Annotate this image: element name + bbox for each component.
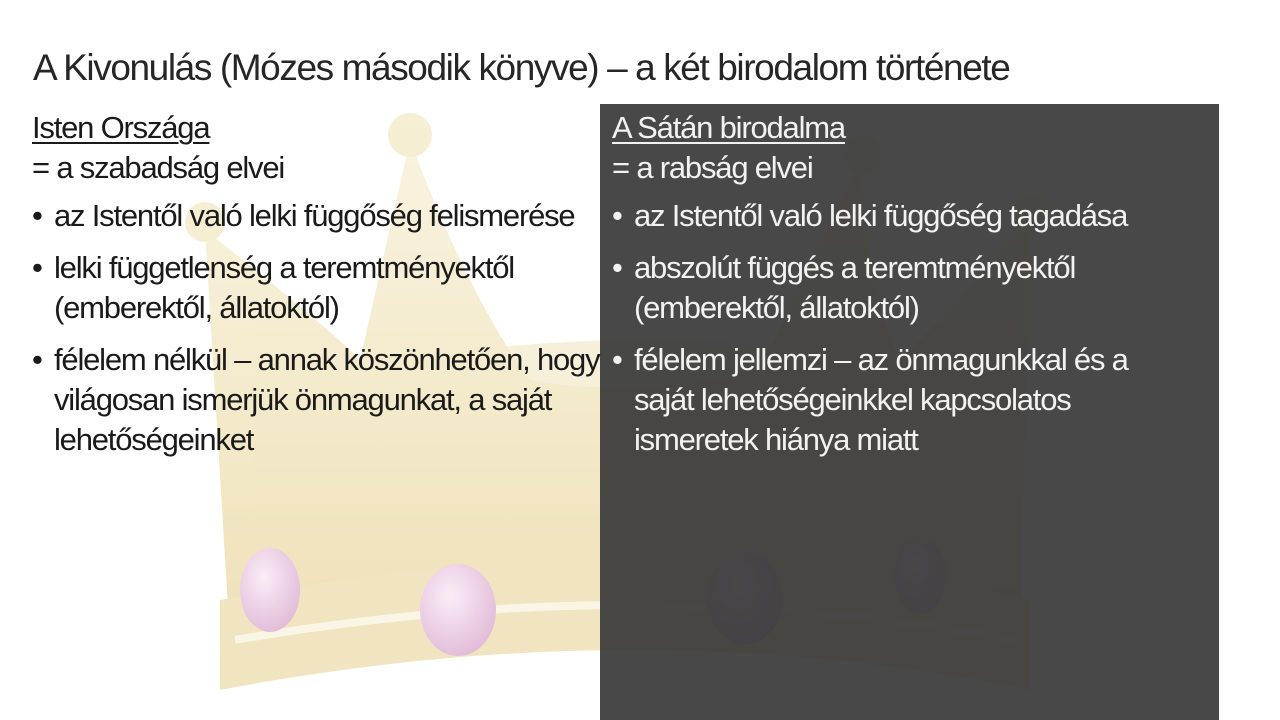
bullet-icon: • [612,198,622,233]
list-item [32,248,612,328]
right-heading: A Sátán birodalma [612,110,845,145]
list-item-text: félelem jellemzi – az önmagunkkal és a saját lehetőségeinkkel kapcsolatos ismeretek hiánya miatt [634,342,1128,457]
right-subtitle: = a rabság elvei [612,150,813,185]
bullet-icon: • [612,342,622,377]
right-column [612,108,1192,472]
list-item-text: félelem nélkül – annak köszönhetően, hogy világosan ismerjük önmagunkat, a saját lehetőségeinket [54,342,600,457]
left-heading: Isten Országa [32,110,210,145]
list-item [612,196,1192,236]
slide-title: A Kivonulás (Mózes második könyve) – a két birodalom története [33,46,1010,88]
list-item [32,340,612,460]
list-item [612,248,1192,328]
list-item-text: az Istentől való lelki függőség felismerése [54,198,575,233]
list-item [32,196,612,236]
left-column [32,108,612,472]
right-bullet-list [612,196,1192,460]
bullet-icon: • [32,198,42,233]
left-bullet-list [32,196,612,460]
list-item [612,340,1192,460]
list-item-text: lelki függetlenség a teremtményektől (emberektől, állatoktól) [54,250,514,325]
bullet-icon: • [32,342,42,377]
list-item-text: abszolút függés a teremtményektől (emberektől, állatoktól) [634,250,1076,325]
bullet-icon: • [612,250,622,285]
list-item-text: az Istentől való lelki függőség tagadása [634,198,1128,233]
bullet-icon: • [32,250,42,285]
left-subtitle: = a szabadság elvei [32,150,285,185]
